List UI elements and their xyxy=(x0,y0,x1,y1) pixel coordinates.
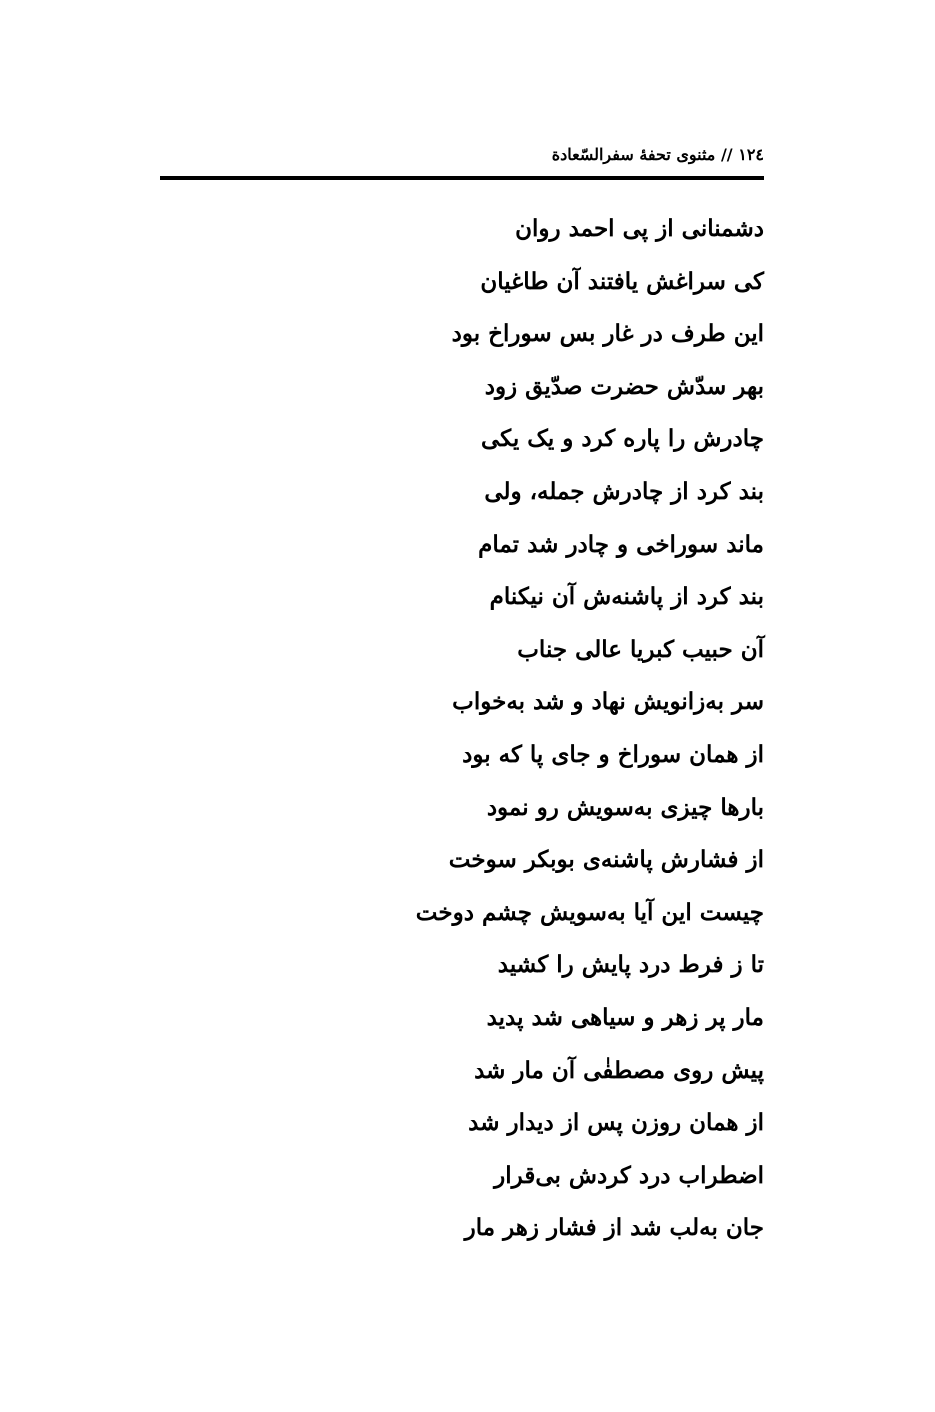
verse-line: دشمنانی از پی احمد روان xyxy=(515,215,764,242)
verse-line: از همان سوراخ و جای پا که بود xyxy=(462,740,764,768)
verse-line: ماند سوراخی و چادر شد تمام xyxy=(478,530,764,558)
book-title: مثنوی تحفهٔ سفرالسّعادة xyxy=(551,145,716,164)
verse-line: پیش روی مصطفٰی آن مار شد xyxy=(474,1056,764,1084)
header-separator: // xyxy=(720,145,733,164)
verse-line: آن حبیب کبریا عالی جناب xyxy=(517,635,764,663)
poem-body xyxy=(160,203,764,1255)
verse-line: جان به‌لب شد از فشار زهر مار xyxy=(464,1214,764,1242)
page-number: ١٢٤ xyxy=(738,145,764,164)
verse-line: چیست این آیا به‌سویش چشم دوخت xyxy=(415,898,764,926)
verse-line: این طرف در غار بس سوراخ بود xyxy=(451,320,764,348)
verse-line: تا ز فرط درد پایش را کشید xyxy=(497,951,764,979)
verse-line: از فشارش پاشنه‌ی بوبکر سوخت xyxy=(448,846,764,874)
verse-line: مار پر زهر و سیاهی شد پدید xyxy=(486,1003,764,1031)
verse-line: از همان روزن پس از دیدار شد xyxy=(468,1109,764,1137)
verse-line: بهر سدّش حضرت صدّیق زود xyxy=(484,372,764,400)
verse-line: چادرش را پاره کرد و یک یکی xyxy=(480,425,764,453)
verse-line: سر به‌زانویش نهاد و شد به‌خواب xyxy=(452,688,764,716)
running-header xyxy=(160,140,764,170)
verse-line: کی سراغش یافتند آن طاغیان xyxy=(480,267,764,295)
verse-line: بند کرد از پاشنه‌ش آن نیکنام xyxy=(489,583,764,611)
verse-line: بند کرد از چادرش جمله، ولی xyxy=(484,477,764,505)
verse-line: اضطراب درد کردش بی‌قرار xyxy=(494,1161,764,1189)
verse-line: بارها چیزی به‌سویش رو نمود xyxy=(486,793,764,821)
header-rule xyxy=(160,176,764,180)
